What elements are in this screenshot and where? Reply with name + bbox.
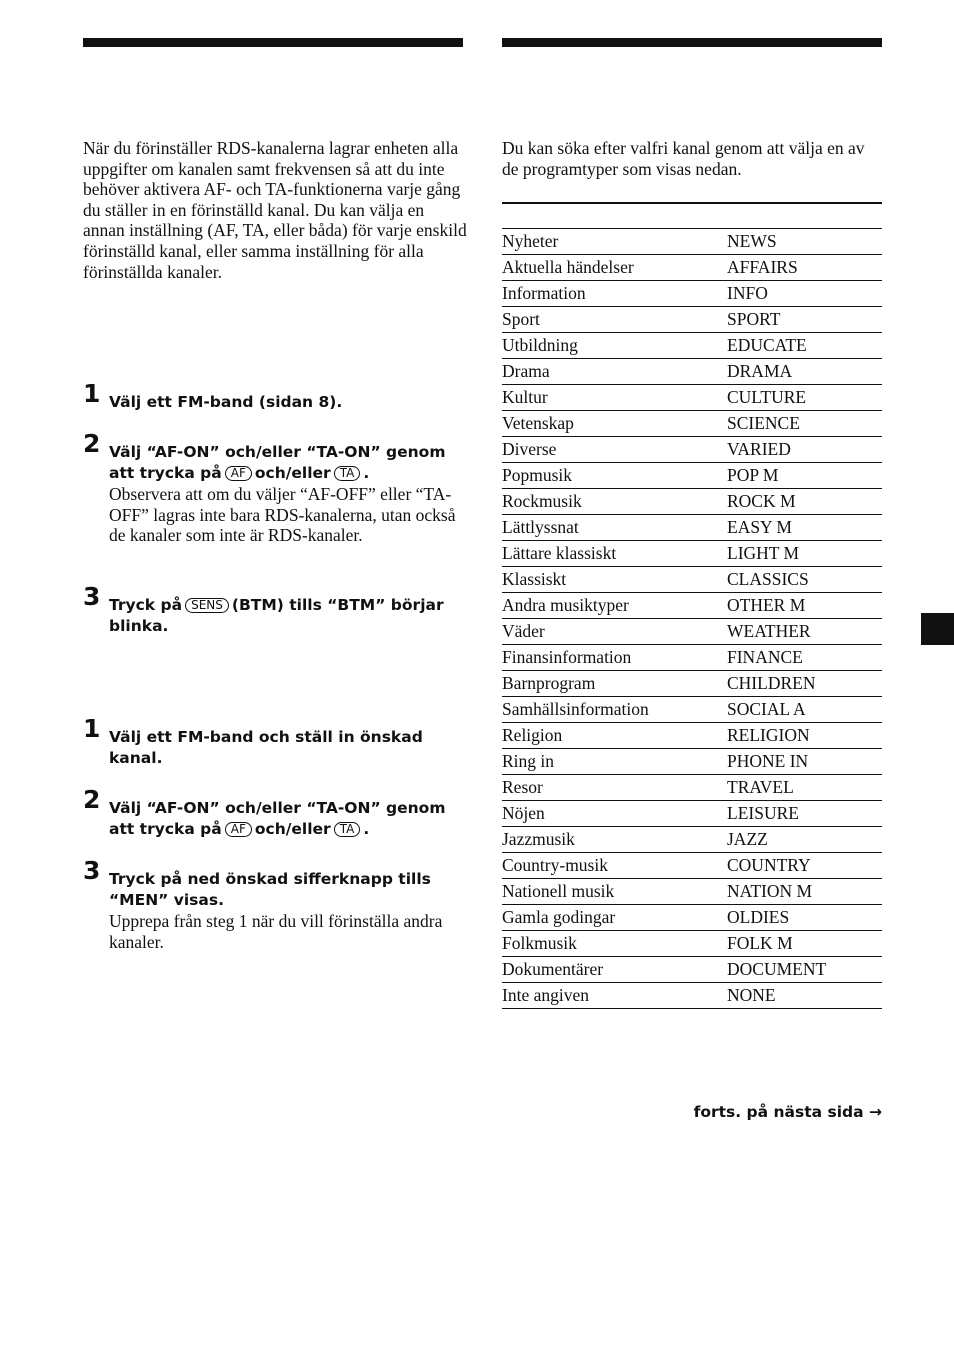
continued-next-page <box>694 1101 882 1123</box>
table-row <box>502 255 882 281</box>
program-type-name: Nyheter <box>502 229 727 255</box>
instruction-text: Välj “AF-ON” och/eller “TA-ON” genom att trycka på <box>109 799 446 838</box>
continued-text: forts. på nästa sida <box>693 1103 864 1121</box>
program-type-code: EASY M <box>727 515 882 541</box>
program-type-name: Country-musik <box>502 853 727 879</box>
program-type-code: JAZZ <box>727 827 882 853</box>
table-row <box>502 333 882 359</box>
right-arrow-icon: → <box>869 1103 882 1121</box>
step-instruction <box>109 798 468 840</box>
table-row <box>502 489 882 515</box>
program-type-code: OTHER M <box>727 593 882 619</box>
program-type-code: DOCUMENT <box>727 957 882 983</box>
af-button-key: AF <box>225 822 252 837</box>
table-row <box>502 515 882 541</box>
program-type-name: Popmusik <box>502 463 727 489</box>
left-header-rule <box>83 38 463 47</box>
program-type-name: Dokumentärer <box>502 957 727 983</box>
program-type-name: Lättare klassiskt <box>502 541 727 567</box>
instruction-text: . <box>363 820 370 838</box>
table-row <box>502 957 882 983</box>
ta-button-key: TA <box>334 466 361 481</box>
program-type-code: NEWS <box>727 229 882 255</box>
instruction-text: Välj “AF-ON” och/eller “TA-ON” genom att trycka på <box>109 443 446 482</box>
program-type-name: Religion <box>502 723 727 749</box>
program-type-name: Information <box>502 281 727 307</box>
program-type-code: CHILDREN <box>727 671 882 697</box>
step-number: 1 <box>83 379 101 408</box>
table-row <box>502 645 882 671</box>
program-type-name: Drama <box>502 359 727 385</box>
section1-step-2 <box>83 429 468 546</box>
table-row <box>502 463 882 489</box>
step-number: 2 <box>83 429 101 458</box>
program-type-code: EDUCATE <box>727 333 882 359</box>
step-number: 1 <box>83 714 101 743</box>
table-row <box>502 853 882 879</box>
program-type-code: OLDIES <box>727 905 882 931</box>
program-type-code: FINANCE <box>727 645 882 671</box>
program-type-name: Klassiskt <box>502 567 727 593</box>
section1-step-1 <box>83 379 468 413</box>
program-type-name: Nöjen <box>502 801 727 827</box>
program-type-name: Aktuella händelser <box>502 255 727 281</box>
program-type-name: Rockmusik <box>502 489 727 515</box>
table-row <box>502 983 882 1009</box>
program-type-name: Barnprogram <box>502 671 727 697</box>
table-row <box>502 801 882 827</box>
program-type-code: SPORT <box>727 307 882 333</box>
table-row <box>502 541 882 567</box>
table-row <box>502 229 882 255</box>
program-type-code: ROCK M <box>727 489 882 515</box>
program-type-code: POP M <box>727 463 882 489</box>
right-intro-paragraph: Du kan söka efter valfri kanal genom att välja en av de programtyper som visas nedan. <box>502 138 865 179</box>
instruction-text: och/eller <box>254 820 331 838</box>
table-row <box>502 931 882 957</box>
program-type-name: Resor <box>502 775 727 801</box>
ta-button-key: TA <box>334 822 361 837</box>
program-type-code: FOLK M <box>727 931 882 957</box>
table-row <box>502 567 882 593</box>
step-instruction: Välj ett FM-band och ställ in önskad kanal. <box>109 728 423 767</box>
af-button-key: AF <box>225 466 252 481</box>
right-header-rule <box>502 38 882 47</box>
instruction-text: och/eller <box>254 464 331 482</box>
instruction-text: (BTM) tills “BTM” börjar blinka. <box>109 596 444 635</box>
program-type-code: DRAMA <box>727 359 882 385</box>
table-top-rule <box>502 203 882 229</box>
step-note: Observera att om du väljer “AF-OFF” eller “TA-OFF” lagras inte bara RDS-kanalerna, utan också de kanaler som inte är RDS-kanaler. <box>109 484 456 546</box>
program-type-code: SCIENCE <box>727 411 882 437</box>
program-type-name: Kultur <box>502 385 727 411</box>
table-row <box>502 723 882 749</box>
table-row <box>502 593 882 619</box>
program-type-code: WEATHER <box>727 619 882 645</box>
program-type-code: CULTURE <box>727 385 882 411</box>
step-number: 3 <box>83 856 101 885</box>
program-type-name: Nationell musik <box>502 879 727 905</box>
sens-button-key: SENS <box>185 598 229 613</box>
program-type-name: Vetenskap <box>502 411 727 437</box>
table-row <box>502 385 882 411</box>
program-type-code: INFO <box>727 281 882 307</box>
table-row <box>502 671 882 697</box>
program-type-name: Andra musiktyper <box>502 593 727 619</box>
program-type-name: Diverse <box>502 437 727 463</box>
program-type-name: Inte angiven <box>502 983 727 1009</box>
program-type-code: SOCIAL A <box>727 697 882 723</box>
program-type-code: AFFAIRS <box>727 255 882 281</box>
step-number: 2 <box>83 785 101 814</box>
section2-step-3 <box>83 856 468 952</box>
table-row <box>502 749 882 775</box>
section-tab-marker <box>921 613 954 645</box>
section1-step-3 <box>83 582 468 637</box>
step-instruction: Tryck på ned önskad sifferknapp tills “MEN” visas. <box>109 870 431 909</box>
table-row <box>502 281 882 307</box>
left-intro-paragraph: När du förinställer RDS-kanalerna lagrar enheten alla uppgifter om kanalen samt frekvensen så att du inte behöver aktivera AF- och TA-funktionerna varje gång du ställer in en förinställd kanal. Du kan välja en annan inställning (AF, TA, eller båda) för varje enskild förinställd kanal, eller samma inställning för alla förinställda kanaler. <box>83 138 467 282</box>
table-row <box>502 619 882 645</box>
program-type-code: VARIED <box>727 437 882 463</box>
program-type-name: Finansinformation <box>502 645 727 671</box>
program-type-code: NATION M <box>727 879 882 905</box>
step-instruction: Välj ett FM-band (sidan 8). <box>109 393 343 411</box>
step-body <box>109 869 468 952</box>
program-type-code: PHONE IN <box>727 749 882 775</box>
table-row <box>502 359 882 385</box>
table-row <box>502 775 882 801</box>
program-type-name: Samhällsinformation <box>502 697 727 723</box>
table-row <box>502 307 882 333</box>
table-row <box>502 697 882 723</box>
step-instruction <box>109 595 468 637</box>
program-type-code: CLASSICS <box>727 567 882 593</box>
program-type-code: LEISURE <box>727 801 882 827</box>
program-type-name: Ring in <box>502 749 727 775</box>
table-row <box>502 411 882 437</box>
instruction-text: . <box>363 464 370 482</box>
section2-step-1 <box>83 714 468 769</box>
program-type-table <box>502 202 882 1009</box>
section2-step-2 <box>83 785 468 840</box>
program-type-name: Väder <box>502 619 727 645</box>
program-type-name: Folkmusik <box>502 931 727 957</box>
step-number: 3 <box>83 582 101 611</box>
table-row <box>502 437 882 463</box>
program-type-name: Lättlyssnat <box>502 515 727 541</box>
program-type-code: LIGHT M <box>727 541 882 567</box>
program-type-code: TRAVEL <box>727 775 882 801</box>
table-row <box>502 879 882 905</box>
program-type-name: Jazzmusik <box>502 827 727 853</box>
step-body <box>109 442 468 546</box>
table-row <box>502 827 882 853</box>
program-type-name: Utbildning <box>502 333 727 359</box>
step-note: Upprepa från steg 1 när du vill förinställa andra kanaler. <box>109 911 443 952</box>
program-type-code: NONE <box>727 983 882 1009</box>
table-row <box>502 905 882 931</box>
program-type-code: RELIGION <box>727 723 882 749</box>
instruction-text: Tryck på <box>109 596 183 614</box>
step-instruction <box>109 442 468 484</box>
program-type-name: Gamla godingar <box>502 905 727 931</box>
program-type-name: Sport <box>502 307 727 333</box>
program-type-code: COUNTRY <box>727 853 882 879</box>
